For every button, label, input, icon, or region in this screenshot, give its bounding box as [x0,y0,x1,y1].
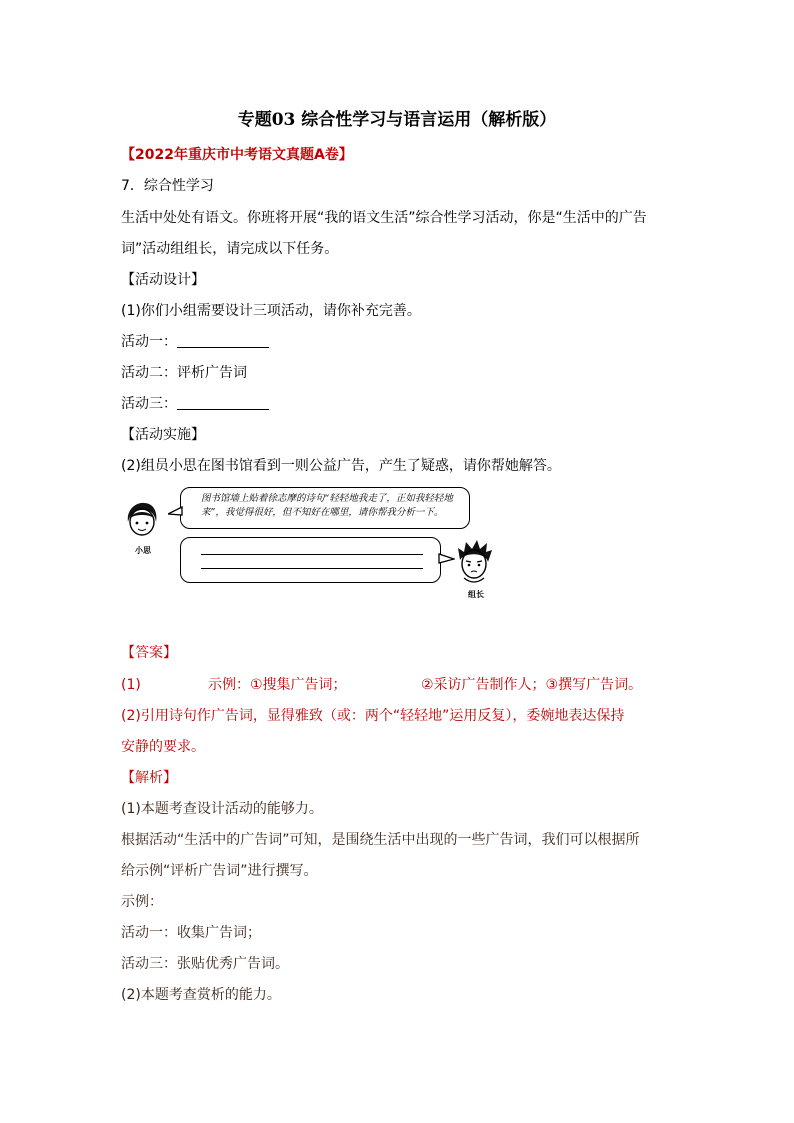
activity-three [121,394,269,414]
answer-2-line2: 安静的要求。 [121,739,205,755]
activity-one [121,332,269,352]
section-activity-design: 【活动设计】 [121,272,205,288]
girl-avatar-icon [122,500,162,548]
source-label: 【2022年重庆市中考语文真题A卷】 [121,147,353,163]
speech-bubble-girl [180,487,470,529]
question-intro-line2: 词”活动组组长，请完成以下任务。 [121,241,339,257]
answer-1-number: (1) [121,677,141,693]
girl-label: 小思 [135,545,151,555]
analysis-p1: (1)本题考查设计活动的能够力。 [121,801,323,817]
leader-label: 组长 [468,589,484,599]
leader-avatar-icon [452,538,496,588]
answer-1-part1: 示例：①搜集广告词； [208,677,347,693]
activity-one-blank [177,333,269,348]
activity-one-label: 活动一： [121,334,177,350]
answer-2-line1: (2)引用诗句作广告词，显得雅致（或：两个“轻轻地”运用反复），委婉地表达保持 [121,708,625,724]
analysis-p4: 活动一：收集广告词； [121,925,261,941]
activity-three-blank [177,395,269,410]
analysis-p6: (2)本题考查赏析的能力。 [121,987,281,1003]
bubble-tail-girl-icon [168,506,184,518]
question-1: (1)你们小组需要设计三项活动，请你补充完善。 [121,303,421,319]
activity-two: 活动二：评析广告词 [121,365,247,381]
question-2: (2)组员小思在图书馆看到一则公益广告，产生了疑惑，请你帮她解答。 [121,458,561,474]
analysis-heading: 【解析】 [121,770,177,786]
answer-heading: 【答案】 [121,645,177,661]
analysis-p5: 活动三：张贴优秀广告词。 [121,956,289,972]
question-number: 7．综合性学习 [121,178,214,194]
answer-1-part2: ②采访广告制作人；③撰写广告词。 [421,677,643,693]
analysis-p2-line1: 根据活动“生活中的广告词”可知，是围绕生活中出现的一些广告词，我们可以根据所 [121,832,640,848]
answer-line-1 [201,554,423,555]
analysis-p2-line2: 给示例“评析广告词”进行撰写。 [121,863,318,879]
question-intro-line1: 生活中处处有语文。你班将开展“我的语文生活”综合性学习活动，你是“生活中的广告 [121,210,647,226]
page-title: 专题03 综合性学习与语言运用（解析版） [237,110,557,130]
answer-line-2 [201,568,423,569]
section-activity-implementation: 【活动实施】 [121,427,205,443]
activity-three-label: 活动三： [121,396,177,412]
speech-bubble-text: 图书馆墙上贴着徐志摩的诗句“轻轻地我走了，正如我轻轻地来”，我觉得很好，但不知好在哪里，请你帮我分析一下。 [201,493,453,518]
speech-bubble-leader [180,537,441,583]
analysis-p3: 示例： [121,894,163,910]
